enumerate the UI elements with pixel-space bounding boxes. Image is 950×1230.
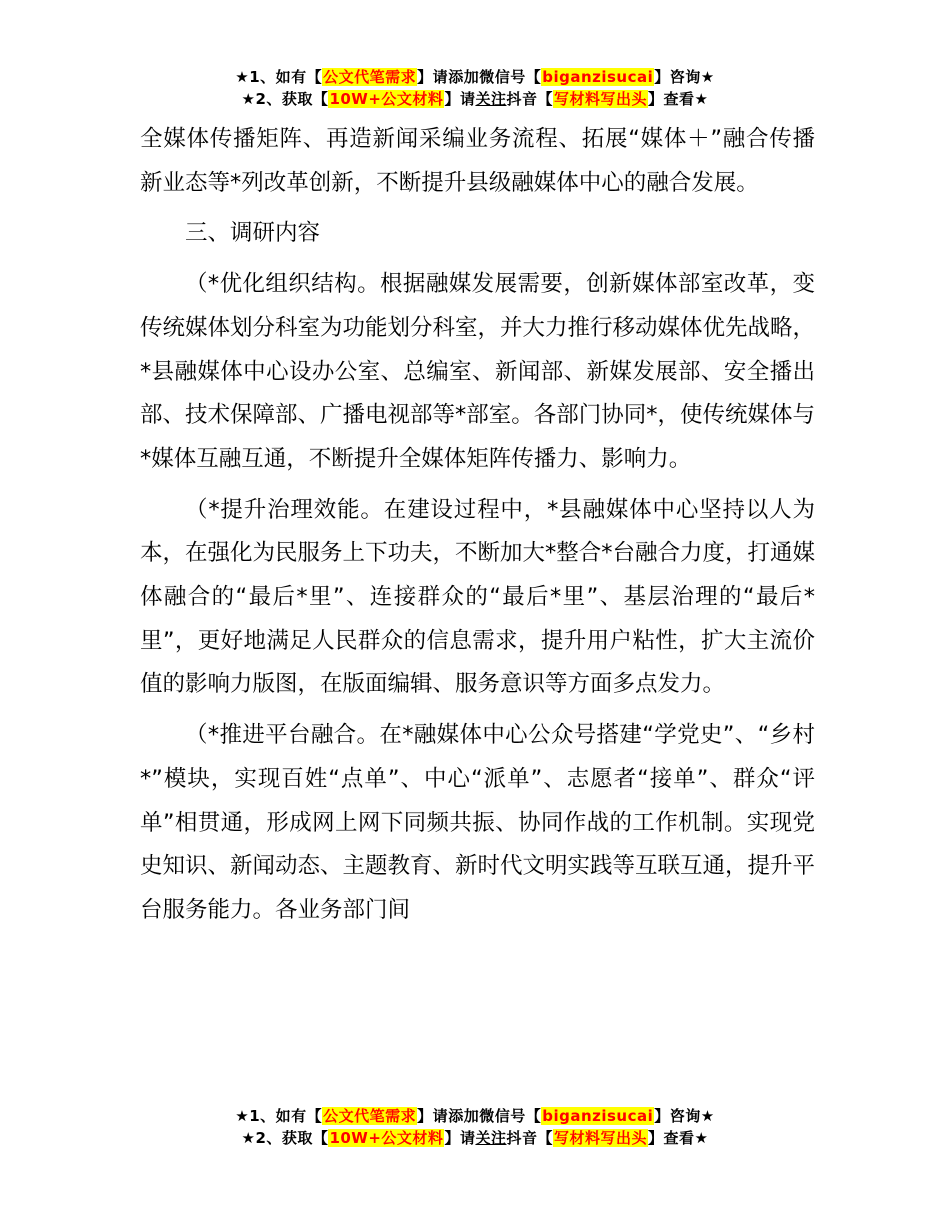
paragraph-organization: （*优化组织结构。根据融媒发展需要，创新媒体部室改革，变传统媒体划分科室为功能划分科室，并大力推行移动媒体优先战略，*县融媒体中心设办公室、总编室、新闻部、新媒发展部、安全播出部、技术保障部、广播电视部等*部室。各部门协同*，使传统媒体与*媒体互融互通，不断提升全媒体矩阵传播力、影响力。 — [140, 271, 816, 472]
footer-highlight-wechat-id: biganzisucai — [542, 1107, 654, 1125]
document-body — [140, 118, 815, 933]
footer-highlight-materials: 10W+公文材料 — [329, 1129, 444, 1147]
footer-line-1-suffix: 】咨询★ — [654, 1107, 715, 1125]
footer-line-1-mid1: 】请 — [417, 1107, 449, 1125]
footer-line-2-mid2: 抖音【 — [506, 1129, 553, 1147]
header-highlight-materials: 10W+公文材料 — [329, 90, 444, 108]
header-line-1-suffix: 】咨询★ — [654, 68, 715, 86]
paragraph-continuation: 全媒体传播矩阵、再造新闻采编业务流程、拓展“媒体＋”融合传播新业态等*列改革创新，不断提升县级融媒体中心的融合发展。 — [140, 126, 815, 196]
header-line-1-mid1: 】请 — [417, 68, 449, 86]
header-line-2 — [0, 88, 950, 110]
footer-line-1 — [0, 1105, 950, 1127]
header-line-1 — [0, 66, 950, 88]
paragraph-platform: （*推进平台融合。在*融媒体中心公众号搭建“学党史”、“乡村*”模块，实现百姓“点单”、中心“派单”、志愿者“接单”、群众“评单”相贯通，形成网上网下同频共振、协同作战的工作机制。实现党史知识、新闻动态、主题教育、新时代文明实践等互联互通，提升平台服务能力。各业务部门间 — [140, 722, 816, 923]
header-highlight-wechat-id: biganzisucai — [542, 68, 654, 86]
footer-line-2-mid1: 】请 — [444, 1129, 476, 1147]
footer-line-2-follow: 关注 — [475, 1129, 507, 1147]
header-banner — [0, 66, 950, 110]
paragraph-governance: （*提升治理效能。在建设过程中，*县融媒体中心坚持以人为本，在强化为民服务上下功夫，不断加大*整合*台融合力度，打通媒体融合的“最后*里”、连接群众的“最后*里”、基层治理的“最后*里”，更好地满足人民群众的信息需求，提升用户粘性，扩大主流价值的影响力版图，在版面编辑、服务意识等方面多点发力。 — [140, 496, 816, 698]
header-line-2-prefix: ★2、获取【 — [241, 90, 329, 108]
header-line-2-mid2: 抖音【 — [506, 90, 553, 108]
header-highlight-douyin: 写材料写出头 — [553, 90, 647, 108]
footer-line-2-prefix: ★2、获取【 — [241, 1129, 329, 1147]
header-line-2-mid1: 】请 — [444, 90, 476, 108]
header-line-2-follow: 关注 — [475, 90, 507, 108]
footer-line-2-suffix: 】查看★ — [648, 1129, 709, 1147]
footer-highlight-douyin: 写材料写出头 — [553, 1129, 647, 1147]
footer-line-1-bold: 添加 — [448, 1107, 480, 1125]
header-line-2-suffix: 】查看★ — [648, 90, 709, 108]
header-highlight-ghostwriting: 公文代笔需求 — [323, 68, 417, 86]
header-line-1-bold: 添加 — [448, 68, 480, 86]
header-line-1-mid2: 微信号【 — [479, 68, 542, 86]
footer-highlight-ghostwriting: 公文代笔需求 — [323, 1107, 417, 1125]
footer-line-2 — [0, 1127, 950, 1149]
section-heading: 三、调研内容 — [185, 220, 321, 247]
footer-banner — [0, 1105, 950, 1149]
footer-line-1-mid2: 微信号【 — [479, 1107, 542, 1125]
header-line-1-prefix: ★1、如有【 — [235, 68, 323, 86]
footer-line-1-prefix: ★1、如有【 — [235, 1107, 323, 1125]
